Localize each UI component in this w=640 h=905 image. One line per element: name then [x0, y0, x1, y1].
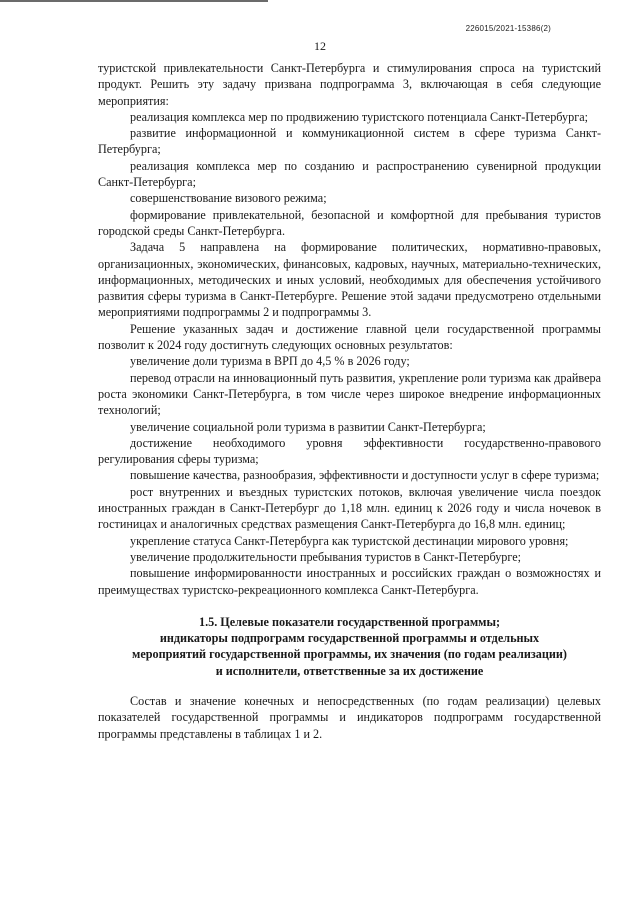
body-paragraph: рост внутренних и въездных туристских потоков, включая увеличение числа поездок иностранных граждан в Санкт-Петербург до 1,18 млн. единиц к 2026 году и числа ночевок в гостиницах и аналогичных средствах размещения Санкт-Петербурга до 16,8 млн. единиц; [98, 484, 601, 532]
body-paragraph: туристской привлекательности Санкт-Петербурга и стимулирования спроса на туристский продукт. Решить эту задачу призвана подпрограмма 3, включающая в себя следующие мероприятия: [98, 61, 601, 108]
body-paragraph: увеличение продолжительности пребывания туристов в Санкт-Петербурге; [130, 549, 522, 564]
body-paragraph: перевод отрасли на инновационный путь развития, укрепление роли туризма как драйвера роста экономики Санкт-Петербурга, в том числе через широкое внедрение информационных технологий; [98, 370, 601, 418]
body-paragraph: реализация комплекса мер по продвижению туристского потенциала Санкт-Петербурга; [130, 109, 589, 124]
scan-edge-line [0, 0, 268, 2]
body-paragraph: Решение указанных задач и достижение главной цели государственной программы позволит к 2024 году достигнуть следующих основных результатов: [98, 321, 601, 353]
heading-line: и исполнители, ответственные за их достижение [215, 663, 484, 678]
body-paragraph: увеличение социальной роли туризма в развитии Санкт-Петербурга; [130, 419, 486, 434]
body-paragraph: Задача 5 направлена на формирование политических, нормативно-правовых, организационных, экономических, финансовых, кадровых, научных, материально-технических, информационных, методических и иных условий, необходимых для обеспечения устойчивого развития сферы туризма в Санкт-Петербурге. Решение этой задачи предусмотрено отдельными мероприятиями подпрограммы 2 и подпрограммы 3. [98, 240, 601, 320]
document-body [98, 60, 601, 742]
body-paragraph: повышение информированности иностранных и российских граждан о возможностях и преимуществах туристско-рекреационного комплекса Санкт-Петербурга. [98, 566, 601, 597]
body-paragraph: развитие информационной и коммуникационной систем в сфере туризма Санкт-Петербурга; [98, 126, 601, 157]
body-paragraph: повышение качества, разнообразия, эффективности и доступности услуг в сфере туризма; [130, 468, 600, 483]
body-paragraph: увеличение доли туризма в ВРП до 4,5 % в 2026 году; [130, 354, 410, 369]
heading-line: индикаторы подпрограмм государственной программы и отдельных [159, 631, 540, 646]
body-paragraph: укрепление статуса Санкт-Петербурга как туристской дестинации мирового уровня; [130, 533, 569, 548]
body-paragraphs [98, 60, 601, 598]
page-number: 12 [314, 39, 326, 53]
section-heading [98, 614, 601, 679]
heading-line: мероприятий государственной программы, их значения (по годам реализации) [132, 647, 567, 662]
body-paragraph: достижение необходимого уровня эффективности государственно-правового регулирования сферы туризма; [98, 435, 601, 467]
body-paragraph: совершенствование визового режима; [130, 191, 327, 206]
document-id: 226015/2021-15386(2) [465, 24, 551, 33]
body-paragraph: формирование привлекательной, безопасной и комфортной для пребывания туристов городской среды Санкт-Петербурга. [98, 207, 601, 238]
body-paragraph: реализация комплекса мер по созданию и распространению сувенирной продукции Санкт-Петербурга; [98, 158, 601, 190]
closing-paragraph: Состав и значение конечных и непосредственных (по годам реализации) целевых показателей государственной программы и индикаторов подпрограмм государственной программы представлены в таблицах 1 и 2. [98, 693, 601, 741]
heading-line: 1.5. Целевые показатели государственной программы; [198, 614, 501, 629]
